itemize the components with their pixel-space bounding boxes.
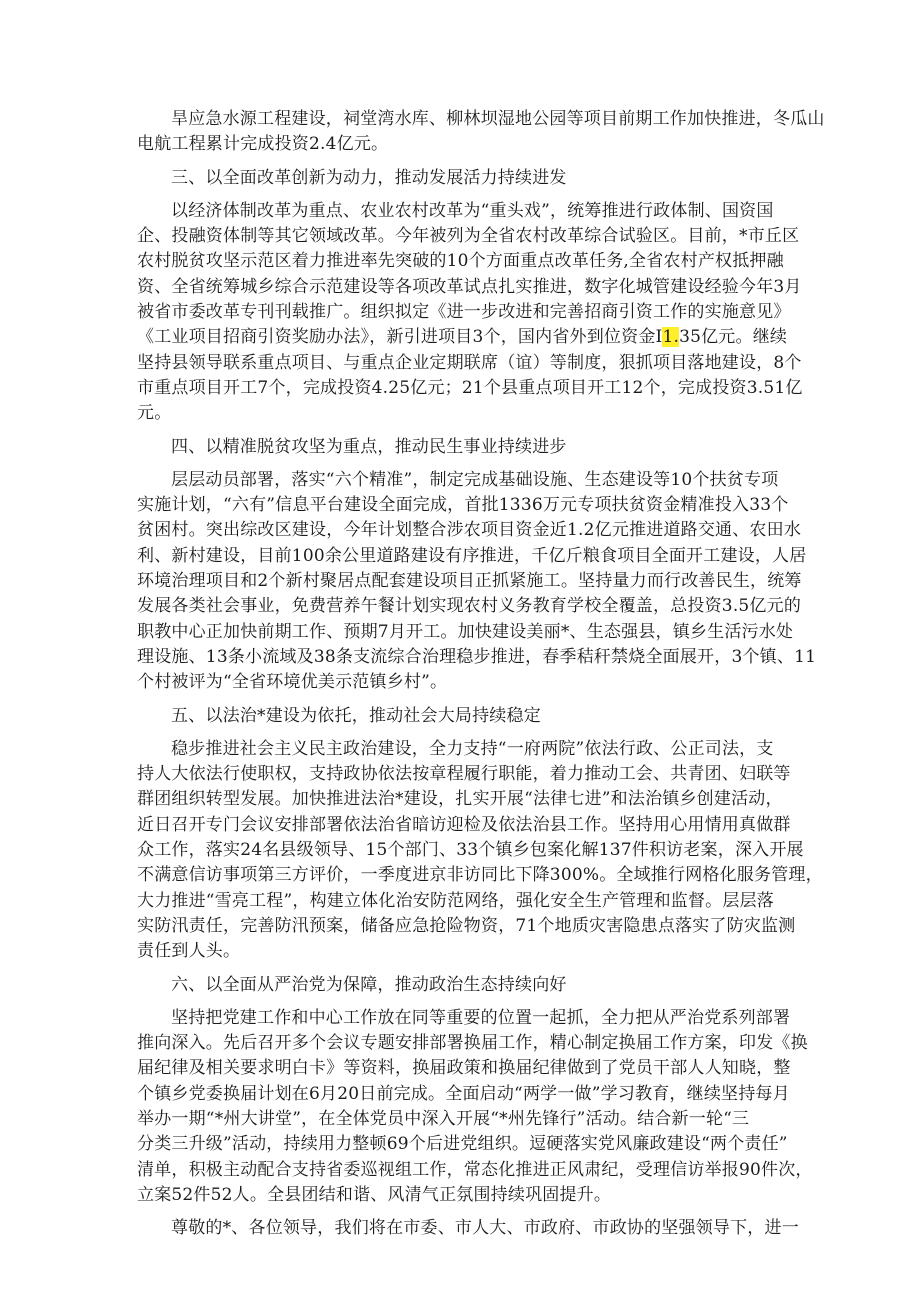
text-line bbox=[137, 325, 796, 350]
text-line: 电航工程累计完成投资2.4亿元。 bbox=[137, 134, 389, 155]
paragraph bbox=[137, 737, 823, 965]
text-segment: 35亿元。继续 bbox=[679, 327, 788, 348]
text-line: 大力推进“雪亮工程”，构建立体化治安防范网络，强化安全生产管理和监督。层层落 bbox=[137, 890, 774, 911]
text-line: 被省市委改革专刊刊载推广。组织拟定《进一步改进和完善招商引资工作的实施意见》 bbox=[137, 302, 791, 323]
text-segment: 《工业项目招商引资奖励办法》，新引进项目3个，国内省外到位资金I bbox=[137, 327, 663, 348]
text-line: 贫困村。突出综改区建设，今年计划整合涉农项目资金近1.2亿元推进道路交通、农田水 bbox=[137, 520, 802, 541]
highlighted-text: 1. bbox=[662, 327, 680, 348]
text-line: 发展各类社会事业，免费营养午餐计划实现农村义务教育学校全覆盖，总投资3.5亿元的 bbox=[137, 596, 802, 617]
paragraph bbox=[137, 107, 825, 158]
paragraph bbox=[137, 1006, 813, 1208]
paragraph bbox=[137, 199, 803, 427]
section-heading: 三、以全面改革创新为动力，推动发展活力持续进发 bbox=[171, 167, 567, 188]
text-line: 实防汛责任，完善防汛预案，储备应急抢险物资，71个地质灾害隐患点落实了防灾监测 bbox=[137, 915, 796, 936]
text-line: 清单，积极主动配合支持省委巡视组工作，常态化推进正风肃纪，受理信访举报90件次， bbox=[137, 1159, 813, 1180]
text-line: 利、新村建设，目前100余公里道路建设有序推进，千亿斤粮食项目全面开工建设，人居 bbox=[137, 545, 807, 566]
text-line: 举办一期“*州大讲堂”，在全体党员中深入开展“*州先锋行”活动。结合新一轮“三 bbox=[137, 1108, 750, 1129]
text-line: 坚持把党建工作和中心工作放在同等重要的位置一起抓，全力把从严治党系列部署 bbox=[171, 1007, 791, 1028]
text-line: 实施计划，“六有”信息平台建设全面完成，首批1336万元专项扶贫资金精准投入33个 bbox=[137, 495, 789, 516]
paragraph bbox=[137, 1216, 799, 1241]
section-heading: 五、以法治*建设为依托，推动社会大局持续稳定 bbox=[171, 705, 541, 726]
text-line: 资、全省统筹城乡综合示范建设等各项改革试点扎实推进，数字化城管建设经验今年3月 bbox=[137, 276, 802, 297]
paragraph bbox=[137, 468, 817, 696]
text-line: 个村被评为“全省环境优美示范镇乡村”。 bbox=[137, 672, 448, 693]
section-heading: 六、以全面从严治党为保障，推动政治生态持续向好 bbox=[171, 974, 567, 995]
text-line: 众工作，落实24名县级领导、15个部门、33个镇乡包案化解137件积访老案，深入开展 bbox=[137, 840, 804, 861]
text-line: 农村脱贫攻坚示范区着力推进率先突破的10个方面重点改革任务,全省农村产权抵押融 bbox=[137, 251, 784, 272]
text-line: 市重点项目开工7个，完成投资4.25亿元；21个县重点项目开工12个，完成投资3.51亿 bbox=[137, 377, 803, 398]
text-line: 坚持县领导联系重点项目、与重点企业定期联席（谊）等制度，狠抓项目落地建设，8个 bbox=[137, 352, 802, 373]
text-line: 理设施、13条小流域及38条支流综合治理稳步推进，春季秸秆禁烧全面展开，3个镇、11 bbox=[137, 646, 817, 667]
text-line: 环境治理项目和2个新村聚居点配套建设项目正抓紧施工。坚持量力而行改善民生，统筹 bbox=[137, 571, 802, 592]
text-line: 企、投融资体制等其它领域改革。今年被列为全省农村改革综合试验区。目前，*市丘区 bbox=[137, 226, 800, 247]
text-line: 届纪律及相关要求明白卡》等资料，换届政策和换届纪律做到了党员干部人人知晓，整 bbox=[137, 1058, 791, 1079]
text-line: 分类三升级”活动，持续用力整顿69个后进党组织。逗硬落实党风廉政建设“两个责任” bbox=[137, 1134, 788, 1155]
text-line: 职教中心正加快前期工作、预期7月开工。加快建设美丽*、生态强县，镇乡生活污水处 bbox=[137, 621, 794, 642]
text-line: 近日召开专门会议安排部署依法治省暗访迎检及依法治县工作。坚持用心用情用真做群 bbox=[137, 814, 791, 835]
text-line: 元。 bbox=[137, 403, 172, 424]
section-heading: 四、以精准脱贫攻坚为重点，推动民生事业持续进步 bbox=[171, 436, 567, 457]
text-line: 以经济体制改革为重点、农业农村改革为“重头戏”，统筹推进行政体制、国资国 bbox=[171, 200, 774, 221]
text-line: 个镇乡党委换届计划在6月20日前完成。全面启动“两学一做”学习教育，继续坚持每月 bbox=[137, 1083, 790, 1104]
text-line: 旱应急水源工程建设，祠堂湾水库、柳林坝湿地公园等项目前期工作加快推进，冬瓜山 bbox=[171, 109, 825, 129]
text-line: 不满意信访事项第三方评价，一季度进京非访同比下降300%。全域推行网格化服务管理， bbox=[137, 865, 823, 886]
text-line: 稳步推进社会主义民主政治建设，全力支持“一府两院”依法行政、公正司法，支 bbox=[171, 738, 774, 759]
text-line: 立案52件52人。全县团结和谐、风清气正氛围持续巩固提升。 bbox=[137, 1184, 612, 1205]
text-line: 尊敬的*、各位领导，我们将在市委、市人大、市政府、市政协的坚强领导下，进一 bbox=[171, 1218, 799, 1239]
text-line: 推向深入。先后召开多个会议专题安排部署换届工作，精心制定换届工作方案，印发《换 bbox=[137, 1033, 808, 1054]
text-line: 责任到人头。 bbox=[137, 941, 241, 962]
text-line: 群团组织转型发展。加快推进法治*建设，扎实开展“法律七进”和法治镇乡创建活动， bbox=[137, 789, 783, 810]
text-line: 层层动员部署，落实“六个精准”，制定完成基础设施、生态建设等10个扶贫专项 bbox=[171, 469, 779, 490]
text-line: 持人大依法行使职权，支持政协依法按章程履行职能，着力推动工会、共青团、妇联等 bbox=[137, 764, 791, 785]
document-body bbox=[137, 107, 825, 1241]
